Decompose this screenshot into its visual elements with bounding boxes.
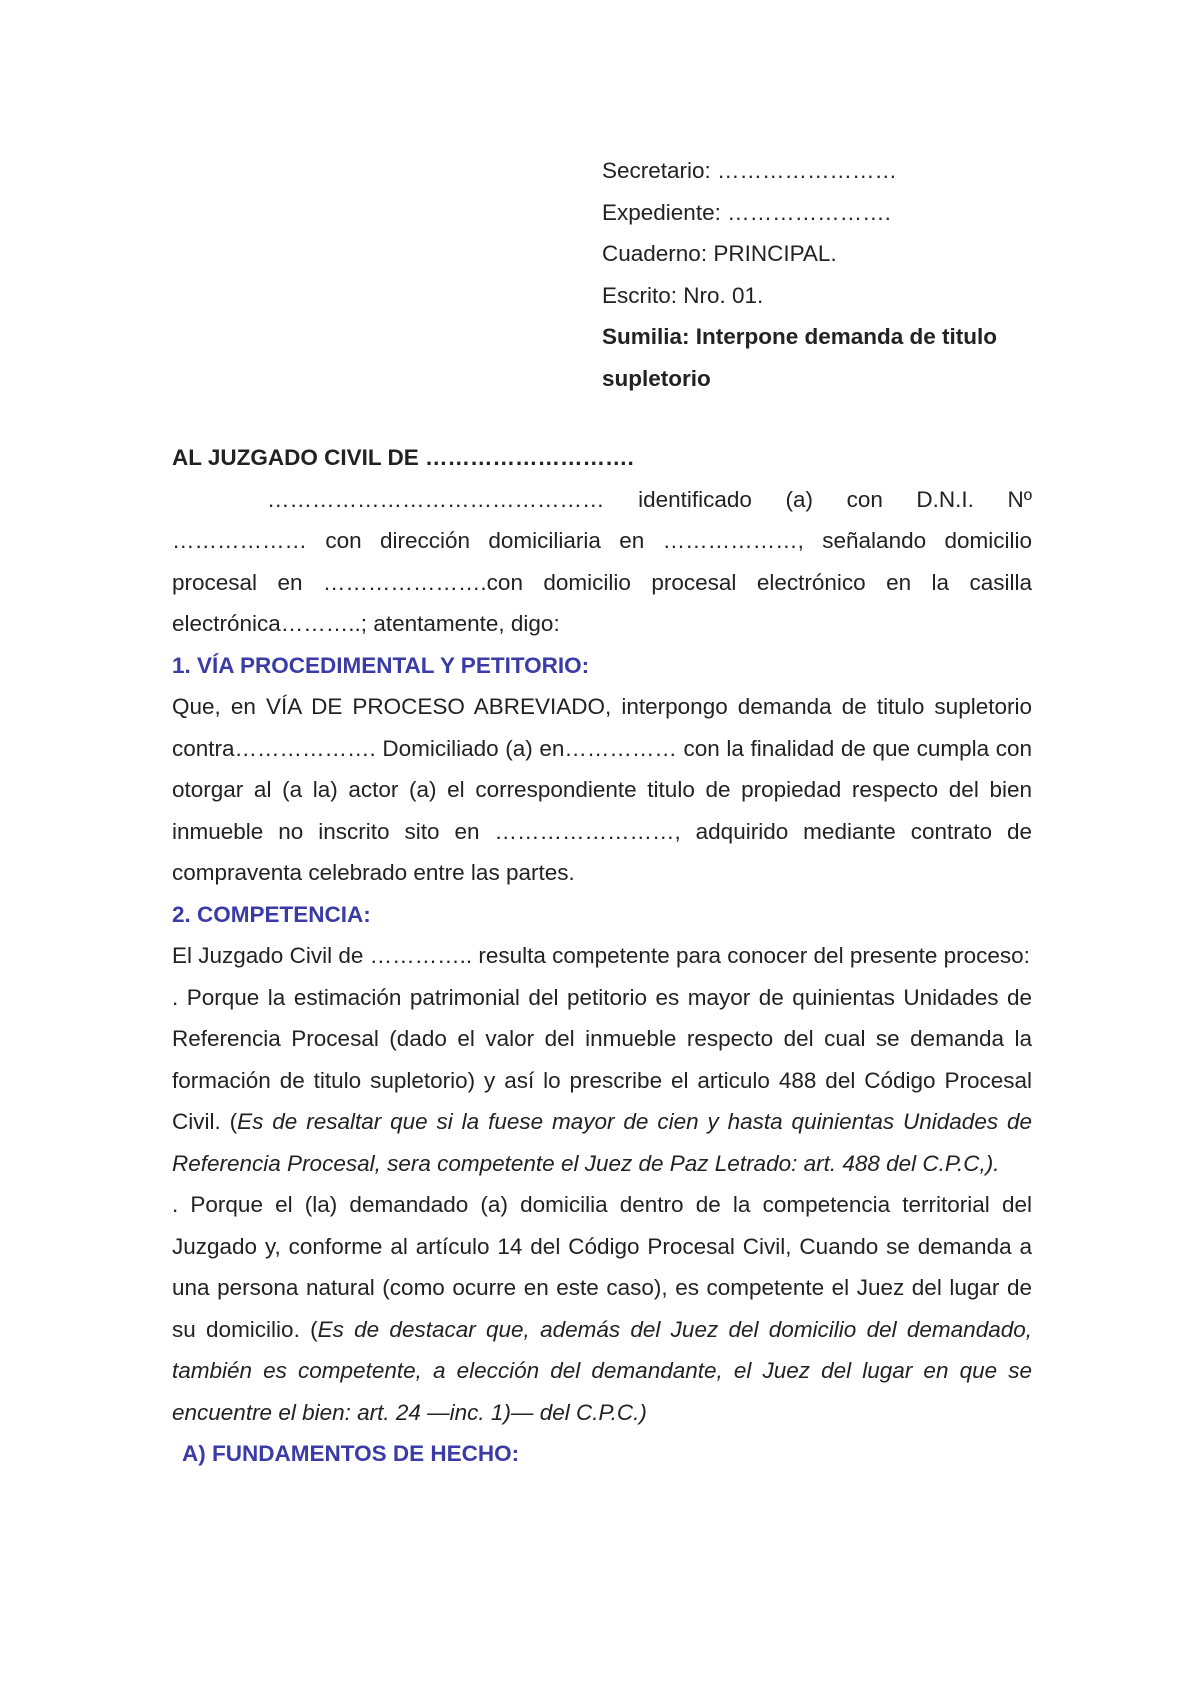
cuaderno-line: Cuaderno: PRINCIPAL. — [602, 241, 837, 266]
section-1-text: Que, en VÍA DE PROCESO ABREVIADO, interpongo demanda de titulo supletorio contra………………. Domiciliado (a) en…………… con la finalidad de que cumpla con otorgar al (a la) actor (a) el correspondiente titulo de propiedad respecto del bien inmueble no inscrito sito en ……………………, adquirido mediante contrato de compraventa celebrado entre las partes. — [172, 694, 1032, 885]
court-address: AL JUZGADO CIVIL DE ………………………. — [172, 445, 634, 470]
section-2-text: El Juzgado Civil de ………….. resulta competente para conocer del presente proceso: — [172, 943, 1030, 968]
section-2-heading: 2. COMPETENCIA: — [172, 901, 371, 927]
expediente-line: Expediente: …………………. — [602, 199, 891, 225]
competence-point-1-note: Es de resaltar que si la fuese mayor de cien y hasta quinientas Unidades de Referencia Procesal, sera competente el Juez de Paz Letrado: art. 488 del C.P.C,). — [172, 1109, 1032, 1176]
competence-point-2-note: Es de destacar que, además del Juez del domicilio del demandado, también es competente, a elección del demandante, el Juez del lugar en que se encuentre el bien: art. 24 —inc. 1)— del C.P.C.) — [172, 1316, 1032, 1425]
competence-point-1 — [172, 977, 1032, 1185]
document-page — [172, 150, 1032, 1475]
competence-point-2-text: . Porque el (la) demandado (a) domicilia dentro de la competencia territorial del Juzgado y, conforme al artículo 14 del Código Procesal Civil, Cuando se demanda a una persona natural (como ocurre en este caso), es competente el Juez del lugar de su domicilio. ( — [172, 1192, 1032, 1342]
escrito-line: Escrito: Nro. 01. — [602, 282, 764, 308]
section-1-heading: 1. VÍA PROCEDIMENTAL Y PETITORIO: — [172, 652, 590, 678]
competence-point-1-text: . Porque la estimación patrimonial del petitorio es mayor de quinientas Unidades de Referencia Procesal (dado el valor del inmueble respecto del cual se demanda la formación de titulo supletorio) y así lo prescribe el articulo 488 del Código Procesal Civil. ( — [172, 984, 1032, 1134]
sumilia-line: Sumilia: Interpone demanda de titulo supletorio — [602, 324, 998, 391]
case-header — [602, 150, 1032, 399]
competence-point-2 — [172, 1184, 1032, 1433]
section-a-heading: A) FUNDAMENTOS DE HECHO: — [182, 1441, 520, 1466]
secretario-line: Secretario: …………………… — [602, 158, 898, 183]
intro-paragraph: ……………………………………… identificado (a) con D.N.I. Nº ……………… con dirección domiciliaria en ………………, señalando domicilio procesal en ………………….con domicilio procesal electrónico en la casilla electrónica………..; atentamente, digo: — [172, 486, 1032, 636]
